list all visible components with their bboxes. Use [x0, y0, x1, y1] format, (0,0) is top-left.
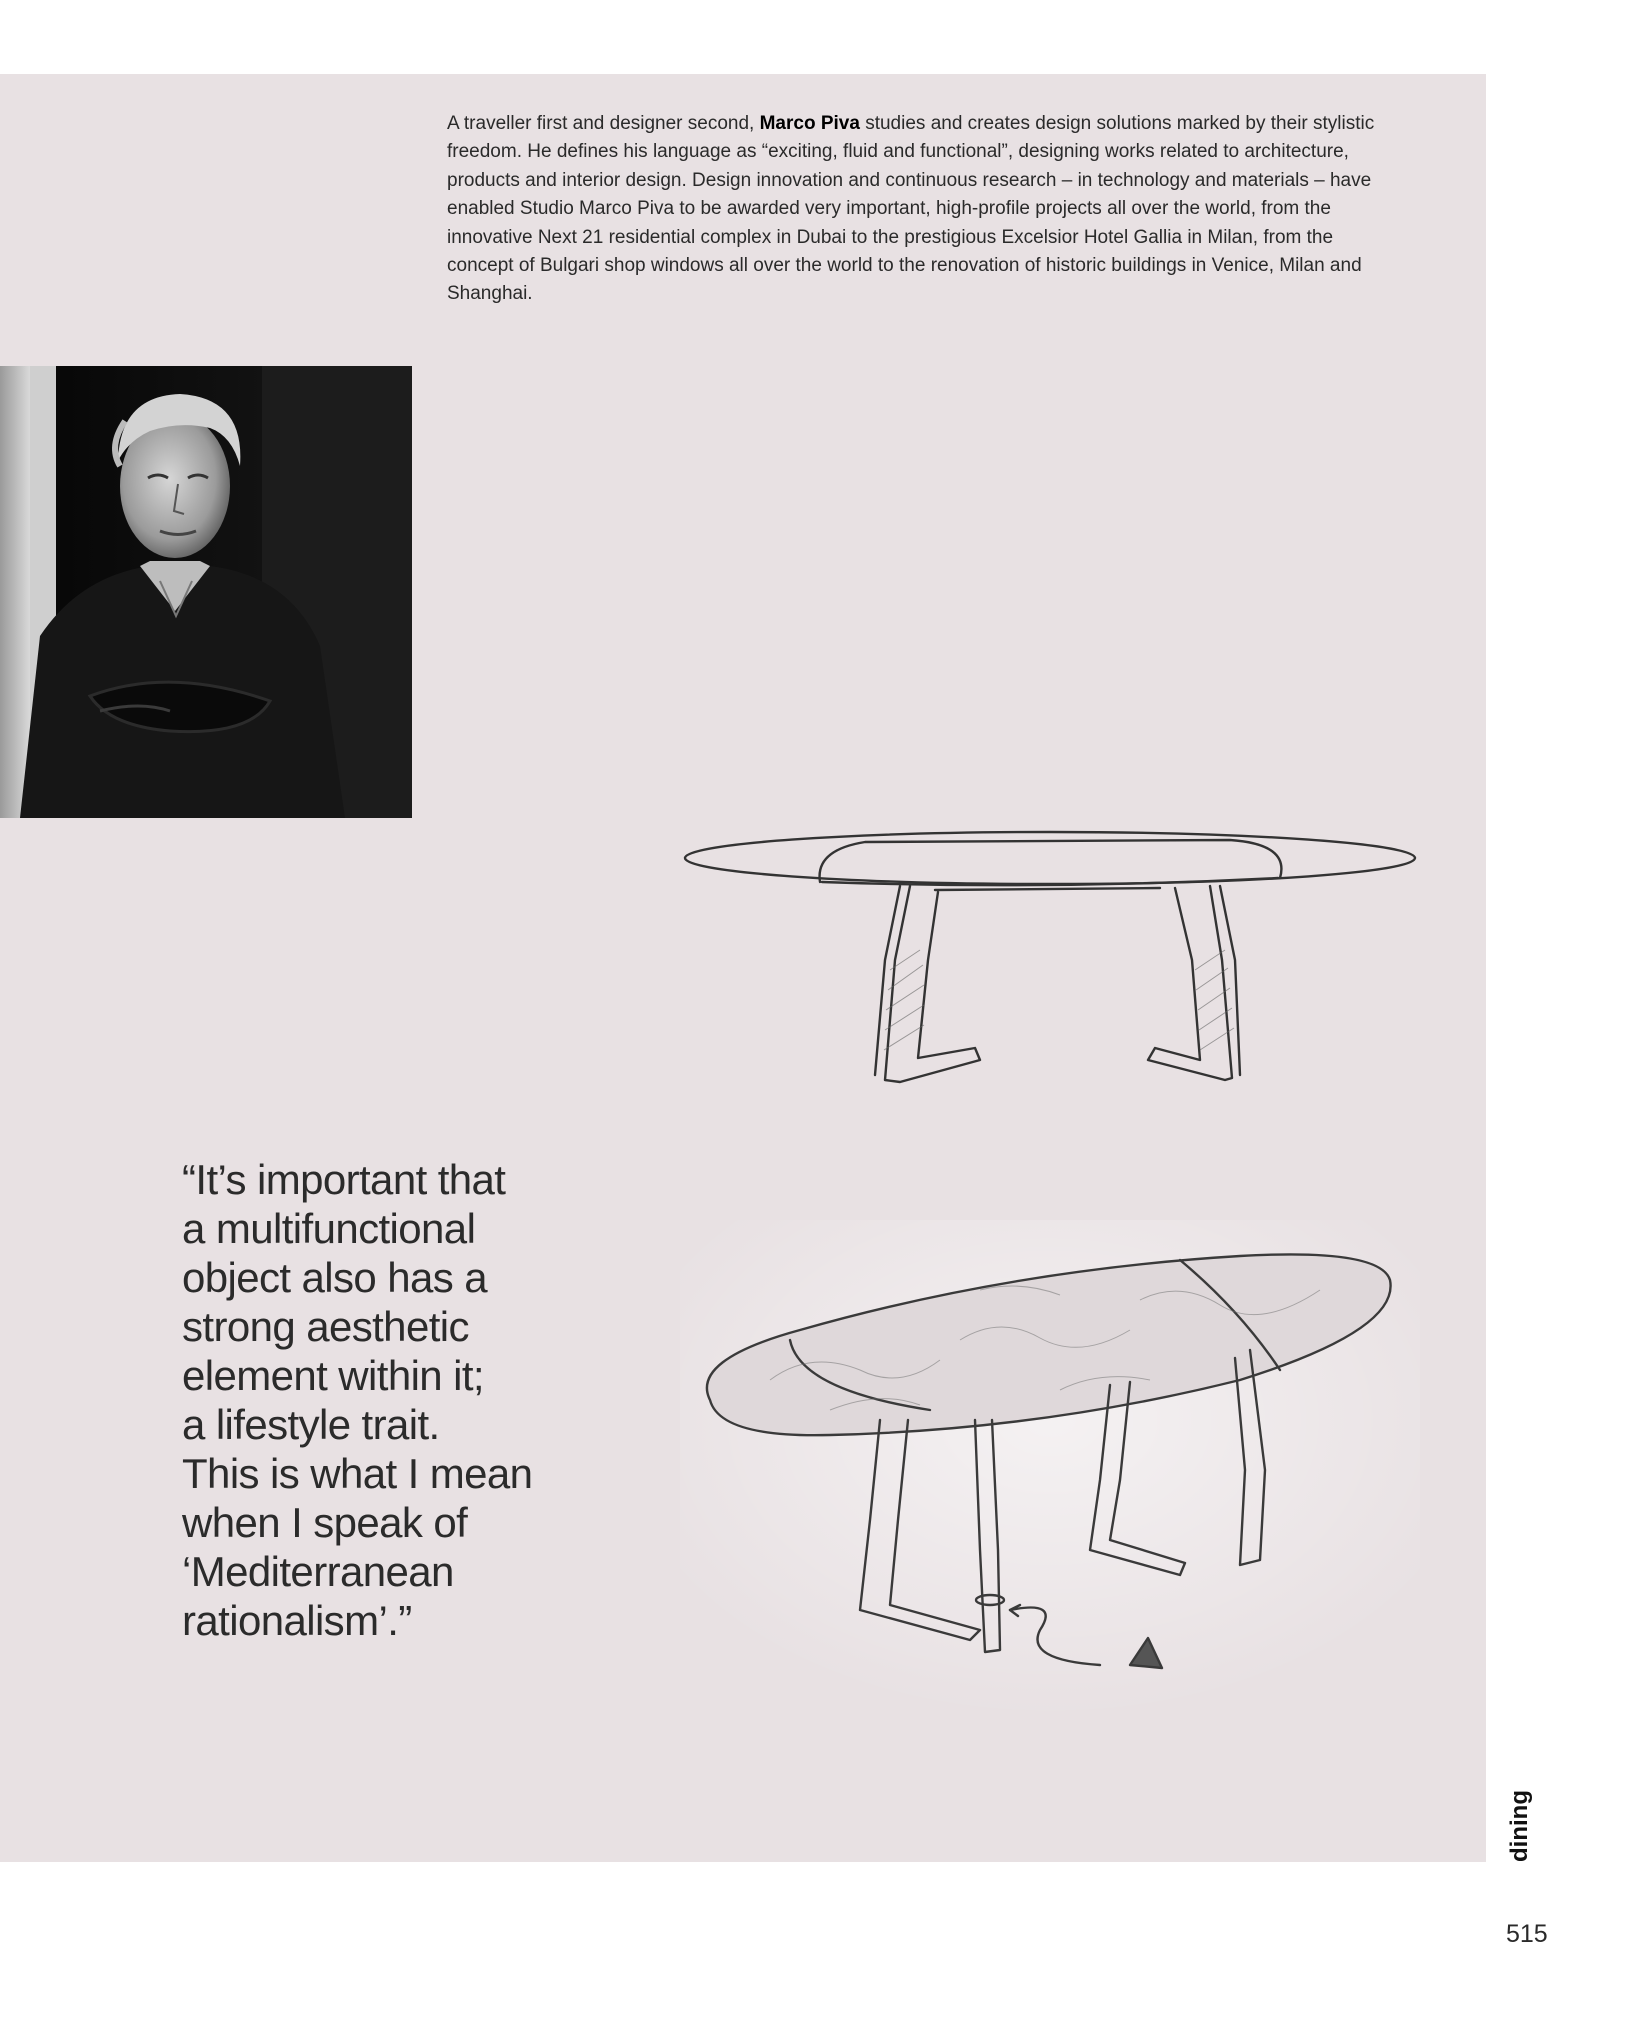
quote-line: strong aesthetic — [182, 1303, 469, 1350]
quote-line: a lifestyle trait. — [182, 1401, 440, 1448]
table-sketch-side-view — [680, 820, 1420, 1100]
quote-line: ‘Mediterranean — [182, 1548, 454, 1595]
table-sketch-perspective-view — [680, 1220, 1420, 1720]
designer-bio — [447, 110, 1397, 309]
portrait-illustration — [0, 366, 412, 818]
quote-line: when I speak of — [182, 1499, 468, 1546]
page-number: 515 — [1506, 1920, 1548, 1948]
quote-line: rationalism’.” — [182, 1597, 412, 1644]
quote-line: object also has a — [182, 1254, 488, 1301]
designer-name: Marco Piva — [759, 113, 860, 134]
bio-body: studies and creates design solutions marked by their stylistic freedom. He defines his language as “exciting, fluid and functional”, designing works related to architecture, products and interior design. Design innovation and continuous research – in technology and materials – have enabled Studio Marco Piva to be awarded very important, high-profile projects all over the world, from the innovative Next 21 residential complex in Dubai to the prestigious Excelsior Hotel Gallia in Milan, from the concept of Bulgari shop windows all over the world to the renovation of historic buildings in Venice, Milan and Shanghai. — [447, 113, 1375, 305]
designer-portrait-photo — [0, 366, 412, 818]
quote-line: “It’s important that — [182, 1156, 506, 1203]
quote-line: element within it; — [182, 1352, 485, 1399]
pull-quote — [182, 1155, 602, 1645]
section-label: dining — [1506, 1790, 1533, 1862]
bio-intro: A traveller first and designer second, — [447, 113, 760, 134]
quote-line: a multifunctional — [182, 1205, 476, 1252]
quote-line: This is what I mean — [182, 1450, 533, 1497]
